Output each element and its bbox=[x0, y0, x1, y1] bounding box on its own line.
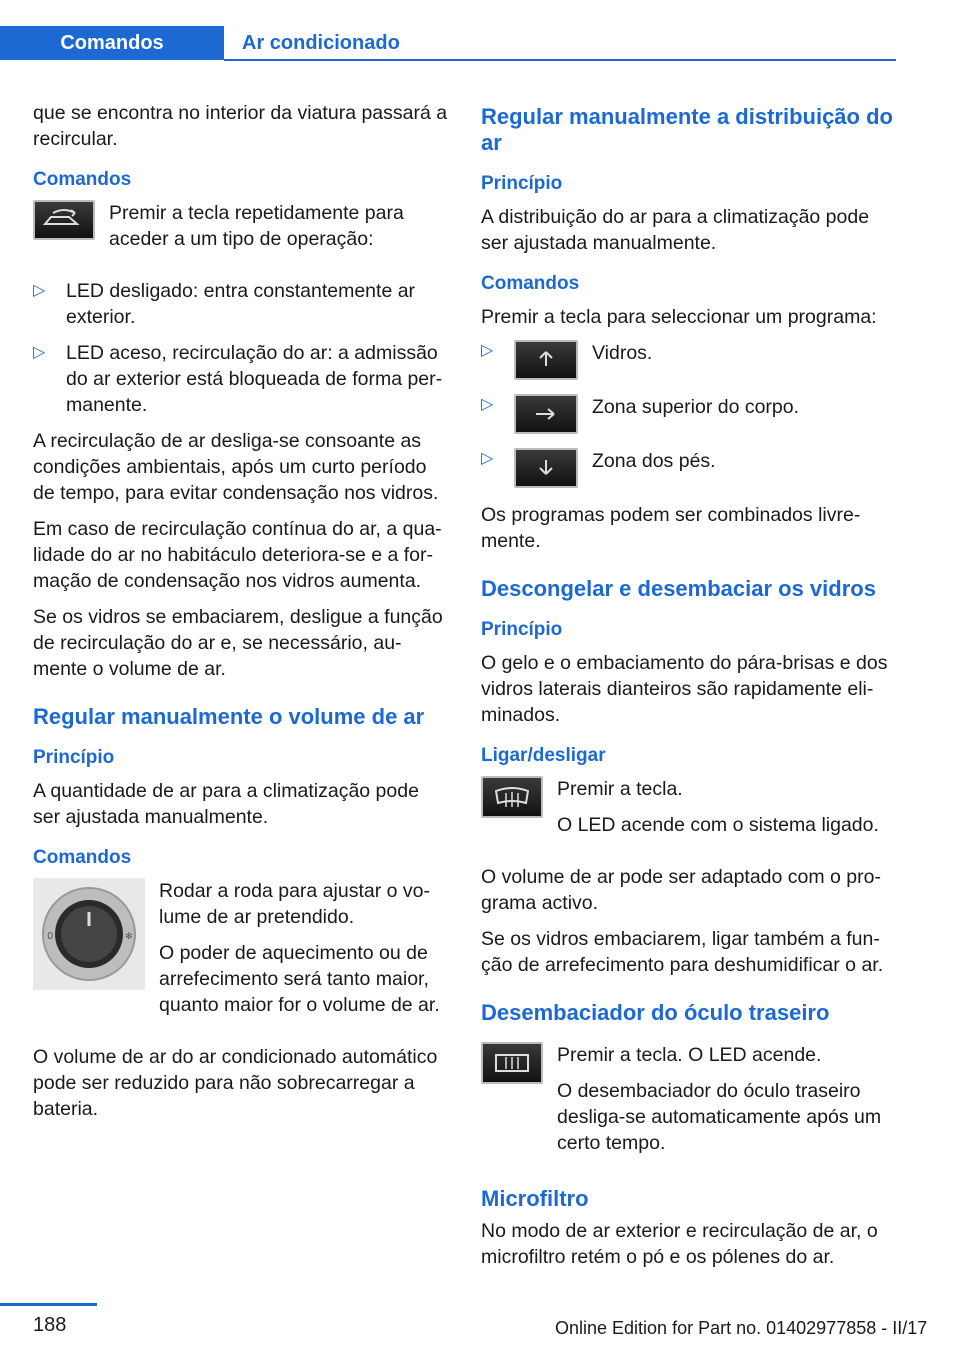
paragraph: A recirculação de ar desliga-se consoante as condições ambientais, após um curto período de tempo, para evitar condensação nos vidros. bbox=[33, 430, 439, 504]
heading-microfilter: Microfiltro bbox=[481, 1186, 589, 1211]
control-text: O desembaciador do óculo traseiro desliga-se automaticamente após um certo tempo. bbox=[557, 1080, 882, 1154]
paragraph: O gelo e o embaciamento do pára-brisas e dos vidros laterais dianteiros são rapidamente eli-minados. bbox=[481, 652, 888, 726]
control-text: Premir a tecla. bbox=[557, 778, 683, 800]
recirculation-control bbox=[33, 200, 449, 262]
page-number: 188 bbox=[33, 1314, 67, 1336]
paragraph: Os programas podem ser combinados livre-mente. bbox=[481, 504, 861, 552]
paragraph: O volume de ar pode ser adaptado com o pro-grama activo. bbox=[481, 866, 881, 914]
air-volume-knob-icon bbox=[33, 878, 145, 990]
program-windows: ▷ Vidros. bbox=[481, 340, 901, 380]
paragraph: A distribuição do ar para a climatização pode ser ajustada manualmente. bbox=[481, 206, 870, 254]
header-tabs bbox=[0, 26, 400, 60]
heading-ligar: Ligar/desligar bbox=[481, 745, 606, 766]
control-text: O LED acende com o sistema ligado. bbox=[557, 814, 879, 836]
heading-principio: Princípio bbox=[481, 619, 563, 640]
heading-principio: Princípio bbox=[481, 173, 563, 194]
tab-comandos[interactable]: Comandos bbox=[0, 26, 224, 60]
defrost-control bbox=[481, 776, 901, 848]
paragraph: Premir a tecla para seleccionar um programa: bbox=[481, 306, 877, 328]
volume-knob-row bbox=[33, 878, 449, 1028]
paragraph: Em caso de recirculação contínua do ar, a qua-lidade do ar no habitáculo deteriora-se e a for-mação de condensação nos vidros aumenta. bbox=[33, 518, 442, 592]
triangle-bullet-icon: ▷ bbox=[33, 282, 46, 299]
windows-airflow-button-icon bbox=[514, 340, 578, 380]
paragraph: A quantidade de ar para a climatização pode ser ajustada manualmente. bbox=[33, 780, 419, 828]
left-column bbox=[33, 100, 449, 1132]
svg-text:0: 0 bbox=[47, 931, 54, 942]
paragraph-continuation: que se encontra no interior da viatura passará a recircular. bbox=[33, 102, 448, 150]
control-text: Premir a tecla. O LED acende. bbox=[557, 1044, 822, 1066]
comandos-text: Premir a tecla repetidamente para aceder a um tipo de operação: bbox=[109, 202, 404, 250]
operation-list bbox=[33, 278, 449, 418]
paragraph: Se os vidros embaciarem, ligar também a fun-ção de arrefecimento para deshumidificar o ar. bbox=[481, 928, 884, 976]
heading-distribution: Regular manualmente a distribuição do ar bbox=[481, 104, 893, 155]
right-column bbox=[481, 100, 901, 1280]
triangle-bullet-icon: ▷ bbox=[33, 344, 46, 361]
windshield-defrost-button-icon bbox=[481, 776, 543, 818]
paragraph: No modo de ar exterior e recirculação de ar, o microfiltro retém o pó e os pólenes do ar. bbox=[481, 1220, 878, 1268]
heading-comandos: Comandos bbox=[481, 273, 580, 294]
heading-comandos: Comandos bbox=[33, 169, 132, 190]
triangle-bullet-icon: ▷ bbox=[481, 342, 494, 359]
list-item: ▷ LED aceso, recirculação do ar: a admissão do ar exterior está bloqueada de forma per-manente. bbox=[33, 342, 443, 416]
rear-defrost-control bbox=[481, 1042, 901, 1156]
heading-defrost: Descongelar e desembaciar os vidros bbox=[481, 576, 876, 601]
heading-rear-defrost: Desembaciador do óculo traseiro bbox=[481, 1000, 830, 1025]
heading-comandos: Comandos bbox=[33, 847, 132, 868]
triangle-bullet-icon: ▷ bbox=[481, 396, 494, 413]
paragraph: Se os vidros se embaciarem, desligue a função de recirculação do ar e, se necessário, au-mente o volume de ar. bbox=[33, 606, 443, 680]
knob-text: Rodar a roda para ajustar o vo-lume de ar pretendido. bbox=[159, 880, 430, 928]
tab-ar-condicionado[interactable]: Ar condicionado bbox=[242, 31, 400, 54]
feet-airflow-button-icon bbox=[514, 448, 578, 488]
svg-text:✻: ✻ bbox=[125, 932, 133, 942]
paragraph: O volume de ar do ar condicionado automático pode ser reduzido para não sobrecarregar a bateria. bbox=[33, 1046, 438, 1120]
triangle-bullet-icon: ▷ bbox=[481, 450, 494, 467]
upper-body-airflow-button-icon bbox=[514, 394, 578, 434]
footer-rule bbox=[0, 1303, 97, 1306]
header-rule bbox=[224, 59, 896, 61]
heading-principio: Princípio bbox=[33, 747, 115, 768]
knob-text: O poder de aquecimento ou de arrefecimento será tanto maior, quanto maior for o volume de ar. bbox=[159, 942, 440, 1016]
rear-window-defrost-button-icon bbox=[481, 1042, 543, 1084]
recirculation-button-icon bbox=[33, 200, 95, 240]
program-upper-body: ▷ Zona superior do corpo. bbox=[481, 394, 901, 434]
heading-volume: Regular manualmente o volume de ar bbox=[33, 704, 425, 729]
list-item: ▷ LED desligado: entra constantemente ar exterior. bbox=[33, 280, 416, 328]
edition-note: Online Edition for Part no. 01402977858 - II/17 bbox=[555, 1318, 928, 1338]
program-feet: ▷ Zona dos pés. bbox=[481, 448, 901, 488]
